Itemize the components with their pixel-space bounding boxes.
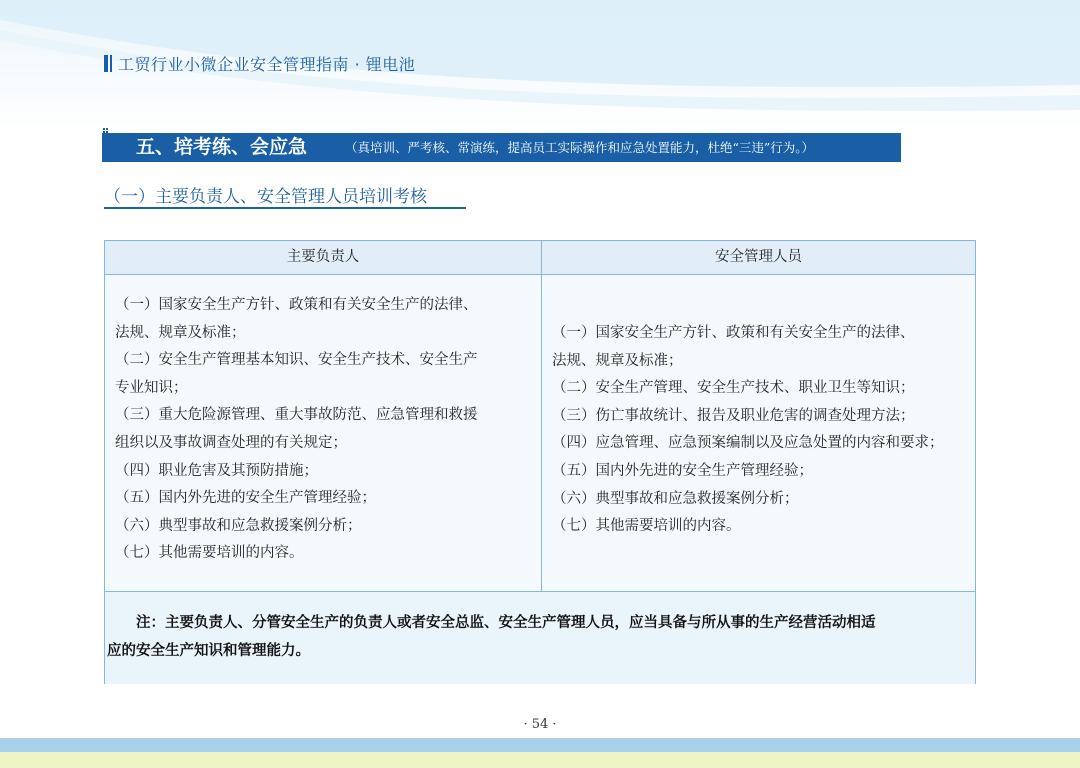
list-item: （五）国内外先进的安全生产管理经验；: [552, 462, 813, 479]
list-item: （七）其他需要培训的内容。: [552, 518, 741, 535]
list-item: （六）典型事故和应急救援案例分析；: [552, 490, 799, 507]
list-item: 组织以及事故调查处理的有关规定；: [115, 434, 347, 451]
principal-training-list: [115, 292, 478, 568]
footer-band-yellow: [0, 752, 1080, 768]
section-subtitle: （真培训、严考核、常演练，提高员工实际操作和应急处置能力，杜绝“三违”行为。）: [345, 140, 815, 155]
list-item: 法规、规章及标准；: [552, 352, 683, 369]
section-title: 五、培考练、会应急: [136, 136, 308, 158]
note-line: 应的安全生产知识和管理能力。: [107, 642, 310, 659]
table-header-principal: 主要负责人: [286, 249, 360, 265]
list-item: （四）职业危害及其预防措施；: [115, 462, 318, 479]
table-note: [107, 609, 975, 665]
list-item: （二）安全生产管理基本知识、安全生产技术、安全生产: [115, 352, 478, 369]
table-column-divider: [541, 241, 542, 591]
list-item: （四）应急管理、应急预案编制以及应急处置的内容和要求；: [552, 435, 944, 452]
note-line: 注：主要负责人、分管安全生产的负责人或者安全总监、安全生产管理人员，应当具备与所从事的生产经营活动相适: [107, 614, 876, 631]
header-marker-bar-thin: [110, 55, 112, 72]
subsection-heading: （一）主要负责人、安全管理人员培训考核: [104, 187, 427, 207]
safety-manager-training-list: [552, 320, 944, 541]
table-header-safety-manager: 安全管理人员: [715, 249, 802, 265]
list-item: （二）安全生产管理、安全生产技术、职业卫生等知识；: [552, 380, 915, 397]
list-item: （六）典型事故和应急救援案例分析；: [115, 517, 362, 534]
header-marker-bar: [104, 55, 108, 72]
training-table: [104, 240, 976, 684]
footer-band-blue: [0, 738, 1080, 752]
list-item: 专业知识；: [115, 379, 188, 396]
list-item: （三）重大危险源管理、重大事故防范、应急管理和救援: [115, 407, 478, 424]
list-item: （七）其他需要培训的内容。: [115, 545, 304, 562]
list-item: （一）国家安全生产方针、政策和有关安全生产的法律、: [115, 297, 478, 313]
table-header-row: [105, 241, 975, 275]
list-item: 法规、规章及标准；: [115, 324, 246, 341]
subsection-underline: [104, 207, 466, 209]
running-header-title: 工贸行业小微企业安全管理指南 · 锂电池: [118, 55, 416, 74]
list-item: （三）伤亡事故统计、报告及职业危害的调查处理方法；: [552, 407, 915, 424]
page-number: · 54 ·: [523, 717, 557, 732]
list-item: （一）国家安全生产方针、政策和有关安全生产的法律、: [552, 325, 915, 341]
list-item: （五）国内外先进的安全生产管理经验；: [115, 490, 376, 507]
